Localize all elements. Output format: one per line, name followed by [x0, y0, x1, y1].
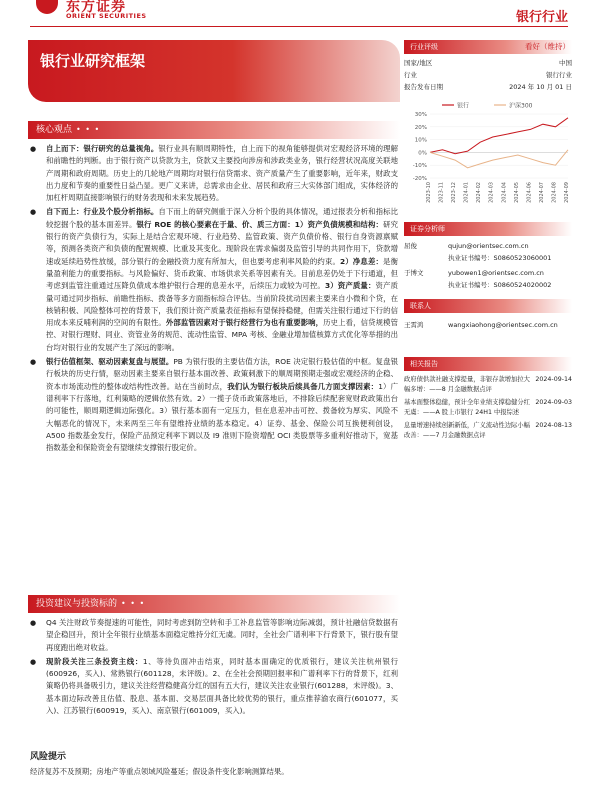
core-views-list [30, 143, 398, 456]
x-tick-label: 2024-03 [488, 182, 495, 203]
contact-email[interactable]: wangxiaohong@orientsec.com.cn [448, 321, 558, 329]
sidebar-analysts-block [404, 222, 572, 291]
legend-label: 沪深300 [509, 102, 533, 110]
related-report[interactable] [404, 398, 572, 417]
related-report-title[interactable]: 基本面整体稳健，预计全年业绩支撑稳健分红无虞：——A 股上市银行 24H1 中报综述 [404, 399, 530, 416]
header-divider [30, 26, 568, 27]
rating-value: 看好（维持） [525, 42, 570, 51]
legend-label: 银行 [457, 102, 470, 110]
advice-text-1: Q4 关注财政节奏提速的可能性，同时考虑到防空转和手工补息监管等影响边际减弱，预计社融信贷数据有望企稳回升，预计全年银行业绩基本面稳定维持分红无虞。同时，全社会广谱利率下行背景下，银行股有望再度跑出绝对收益。 [46, 618, 398, 652]
x-tick-label: 2024-09 [564, 182, 570, 203]
analyst-email[interactable]: yubowen1@orientsec.com.cn [448, 269, 544, 277]
brand-name-en: ORIENT SECURITIES [66, 12, 147, 20]
analyst-email[interactable]: qujun@orientsec.com.cn [448, 242, 529, 250]
analyst-row [404, 267, 572, 279]
contacts-heading: 联系人 [404, 299, 572, 313]
advice-text-2: 1、等待负面冲击结束，同时基本面确定的优质银行，建议关注杭州银行(600926，买入)、常熟银行(601128，未评级)。2、在全社会预期回报率和广谱利率下行的背景下，红利策略仍将具备吸引力，建议关注经营稳健高分红的国有五大行，建议关注农业银行(601288，未评级)。3、基本面边际改善且估值、股息、基本面、交易层面具备比较优势的银行，重点推荐渝农商行(601077，买入)、江苏银行(600919，买入)、南京银行(601009，买入)。 [46, 656, 398, 716]
analyst-name: 屈俊 [404, 242, 417, 250]
x-tick-label: 2024-07 [538, 182, 545, 203]
x-tick-label: 2024-05 [513, 182, 520, 203]
info-value: 2024 年 10 月 01 日 [509, 83, 572, 91]
core-view-lead-3: 银行估值框架、驱动因素复盘与展望。 [46, 357, 174, 367]
related-report-date: 2024-09-14 [535, 376, 572, 383]
y-tick-label: 20% [414, 124, 427, 131]
series-line [430, 118, 568, 154]
info-row-industry [404, 69, 572, 81]
core-view-text-3a: PB 为银行股的主要估值方法，ROE 决定银行股估值的中枢。复盘银行板块的历史行情，驱动因素主要来自银行基本面改善、政策刺激下的顺周期预期走强或宏观经济的企稳、资本市场流动性的整体或结构性改善。站在当前时点， [46, 357, 398, 391]
core-view-item-3 [30, 356, 398, 454]
brand-mark-icon [36, 0, 58, 14]
related-report[interactable] [404, 421, 572, 440]
y-tick-label: -10% [412, 163, 427, 170]
info-row-region [404, 57, 572, 69]
related-heading: 相关报告 [404, 357, 572, 371]
related-report-title[interactable]: 政府债供款社融支撑提量，非银存款增加拉大幅多增：——8 月金融数据点评 [404, 376, 530, 393]
info-key: 国家/地区 [404, 59, 433, 67]
x-tick-label: 2024-04 [501, 182, 508, 203]
report-title: 银行业研究框架 [40, 52, 146, 70]
sidebar-related-block [404, 357, 572, 440]
core-view-bold-2b: 2）净息差： [340, 256, 384, 266]
analyst-cert: 执业证书编号：S0860523060001 [448, 254, 552, 262]
contact-name: 王霄鸿 [404, 321, 424, 329]
x-tick-label: 2023-11 [438, 182, 445, 203]
related-report-date: 2024-08-13 [535, 422, 572, 429]
core-view-bold-2a: 银行 ROE 的核心要素在于量、价、质三方面：1）资产负债规模和结构： [136, 219, 384, 229]
brand-logo [30, 0, 180, 24]
core-view-bold-2d: 外部监管因素对于银行经营行为也有重要影响， [165, 318, 324, 328]
info-value: 中国 [559, 59, 572, 67]
risk-heading: 风险提示 [30, 752, 67, 762]
core-views-heading-text: 核心观点 [36, 125, 73, 135]
brand-name-cn: 东方证券 [66, 0, 126, 15]
header-industry: 银行行业 [515, 10, 568, 25]
x-tick-label: 2024-06 [526, 182, 533, 203]
x-tick-label: 2024-01 [463, 182, 470, 203]
analyst-cert-row [404, 279, 572, 291]
heading-dots: • • • [76, 125, 101, 134]
core-view-text-2a: 自下而上的研究侧重于深入分析个股的具体情况，通过报表分析和指标比较挖掘个股的基本面差异。 [46, 207, 398, 229]
contact-row [404, 319, 572, 331]
advice-item-2 [30, 656, 398, 717]
x-tick-label: 2024-02 [476, 182, 483, 203]
core-view-bold-3a: 我们认为银行板块后续具备几方面支撑因素： [227, 381, 379, 391]
sidebar-rating-block [404, 40, 572, 93]
risk-text: 经济复苏不及预期；房地产等重点领域风险蔓延；假设条件变化影响测算结果。 [30, 767, 289, 776]
core-view-text-1: 银行业具有顺周期特性，自上而下的视角能够提供对宏观经济环境的理解和前瞻性的判断。由于银行资产以贷款为主，贷款又主要投向涉房和涉政类业务，银行经营状况高度关联地产周期和政府周期。历史上的几轮地产周期均对银行信贷需求、资产质量产生了重要影响，近年来，财政支出力度和节奏的重要性日益凸显。更广义来讲，总需求由企业、居民和政府三大实体部门组成，实体经济的加杠杆周期直接影响银行的财务表现和未来发展趋势。 [46, 144, 398, 203]
title-banner [28, 40, 400, 102]
heading-dots: • • • [121, 599, 146, 608]
advice-list [30, 617, 398, 719]
related-report[interactable] [404, 375, 572, 394]
core-view-item-2 [30, 206, 398, 354]
analysts-heading: 证券分析师 [404, 222, 572, 236]
analyst-name: 于博文 [404, 269, 424, 277]
core-view-item-1 [30, 143, 398, 204]
analyst-row [404, 240, 572, 252]
x-tick-label: 2024-08 [551, 182, 558, 203]
core-view-text-2d: 资产质量可通过同步指标、前瞻性指标、拨备等多方面指标综合评估。当前阶段扰动因素主要来自小微和个贷，在核销积极、风险整体可控的背景下，我们预计资产质量表征指标有望保持稳健，但需关注银行通过下行的信用成本来反哺利润的空间的有限性。 [46, 281, 398, 328]
sidebar-contacts-block [404, 299, 572, 331]
core-view-text-2e: 历史上看，信贷规模管控、对银行理财、同业、资管业务的规范、流动性监管、MPA 考核、金融业增加值核算方式优化等举措的出台均对银行业的发展产生了深远的影响。 [46, 318, 398, 352]
y-tick-label: 0% [418, 150, 427, 157]
related-report-date: 2024-09-03 [535, 399, 572, 406]
related-report-title[interactable]: 息量增速持续创新新低，广义流动性边际小幅改善：——7 月金融数据点评 [404, 422, 530, 439]
info-row-date [404, 81, 572, 93]
x-tick-label: 2023-12 [451, 182, 458, 203]
advice-lead-2: 现阶段关注三条投资主线： [46, 656, 143, 666]
y-tick-label: 10% [414, 137, 427, 144]
y-tick-label: -20% [412, 176, 427, 182]
rating-label: 行业评级 [410, 43, 438, 51]
analyst-cert-row [404, 252, 572, 264]
core-view-text-2b: 研究银行的资产负债行为，实际上是结合宏观环境、行业趋势、监管政策、资产负债价格、银行自身资源禀赋等，预测各类资产和负债的配置规模、比重及其变化。现阶段在需求偏弱及监管引导的共同作用下，贷款增速或延续趋势性放缓，部分银行的金融投资力度有所加大，但也要考虑利率风险的约束。 [46, 219, 398, 266]
analyst-cert: 执业证书编号：S0860524020002 [448, 281, 552, 289]
core-views-heading [28, 121, 400, 139]
x-tick-label: 2023-10 [426, 182, 432, 203]
core-view-lead-1: 自上而下：银行研究的总量视角。 [46, 144, 159, 153]
advice-heading [28, 595, 400, 613]
info-key: 行业 [404, 71, 417, 79]
info-key: 报告发布日期 [404, 83, 443, 91]
core-view-lead-2: 自下而上：行业及个股分析指标。 [46, 207, 159, 217]
advice-heading-text: 投资建议与投资标的 [36, 599, 118, 609]
core-view-text-2c: 是衡量盈利能力的重要指标。与风险偏好、货币政策、市场供求关系等因素有关。目前息差仍处于下行通道，但考虑到监管注重通过压降负债成本维护银行合理的息差水平，后续压力或较为可控。 [46, 256, 398, 291]
y-tick-label: 30% [414, 112, 427, 118]
info-value: 银行行业 [546, 71, 572, 79]
core-view-text-3b: 1）广谱利率下行落地，红利策略的逻辑依然有效。2）一揽子货币政策落地后，不排除后续配套宽财政政策出台的可能性，顺周期逻辑边际强化。3）银行基本面有一定压力，但在息差冲击可控、拨备较为厚实、风险不大幅恶化的情况下，未来两至三年有望维持业绩的基本稳定。4）证券、基金、保险公司互换便利创设，A500 指数基金发行，保险产品预定利率下调以及 I9 准则下险资增配 OCI 类股票等多重利好推动下，宽基指数基金和保险资金有望继续支撑银行股定价。 [46, 381, 398, 453]
performance-chart [404, 100, 572, 212]
rating-heading [404, 40, 572, 54]
advice-item-1 [30, 617, 398, 654]
core-view-bold-2c: 3）资产质量： [324, 281, 376, 291]
